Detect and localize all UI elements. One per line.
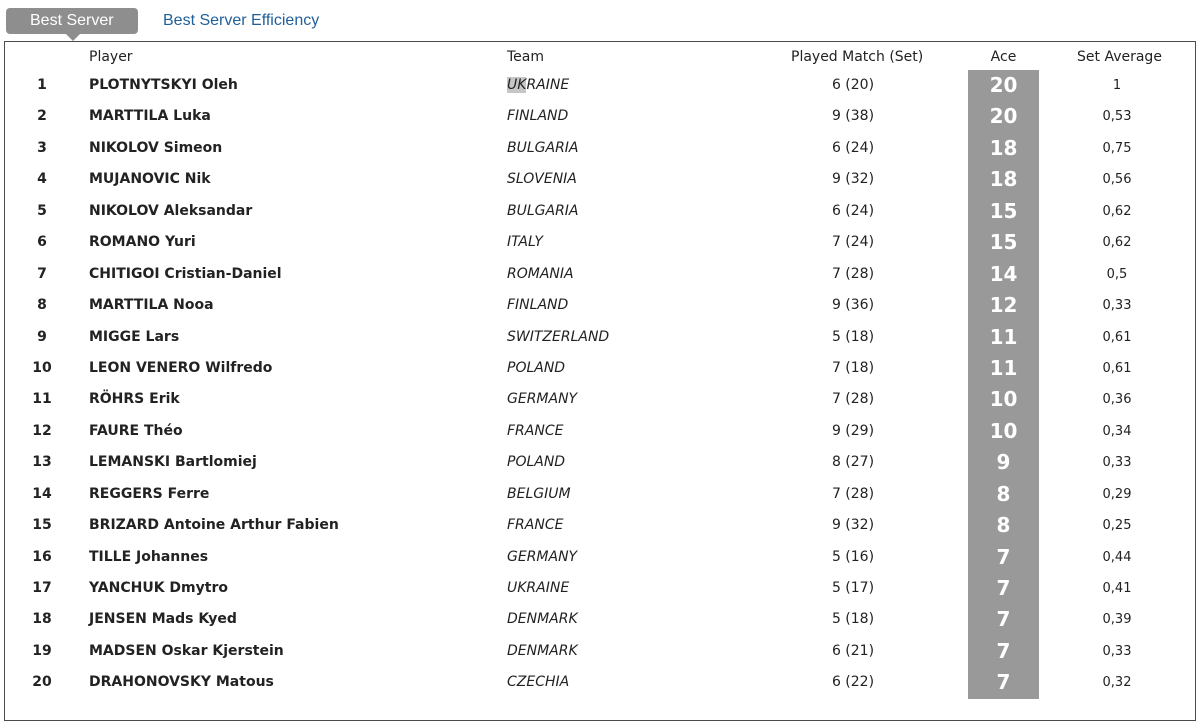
rank-cell: 18 — [32, 611, 52, 628]
played-match-set: 6 (24) — [831, 139, 875, 156]
team-name: FRANCE — [507, 422, 564, 439]
player-name[interactable]: PLOTNYTSKYI Oleh — [89, 77, 238, 93]
set-average: 0,62 — [1102, 235, 1132, 251]
rank-cell: 14 — [32, 485, 52, 502]
table-body — [0, 70, 1200, 699]
ace-count: 18 — [989, 167, 1018, 192]
set-average: 0,36 — [1102, 392, 1132, 408]
rank-cell: 12 — [32, 422, 52, 439]
ace-count: 15 — [989, 230, 1018, 255]
rank-cell: 16 — [32, 548, 52, 565]
rank-cell: 20 — [32, 674, 52, 691]
header-played-match[interactable]: Played Match (Set) — [791, 49, 924, 65]
rank-cell: 1 — [37, 77, 47, 93]
table-row — [0, 636, 1200, 667]
set-average: 0,41 — [1102, 581, 1132, 596]
team-name: BULGARIA — [507, 139, 579, 156]
player-name[interactable]: CHITIGOI Cristian-Daniel — [89, 265, 282, 282]
table-row — [0, 667, 1200, 698]
ace-count: 18 — [989, 135, 1018, 160]
set-average: 0,56 — [1102, 172, 1132, 188]
ace-count: 20 — [989, 73, 1018, 97]
player-name[interactable]: MARTTILA Nooa — [89, 297, 214, 314]
ace-count: 10 — [989, 418, 1018, 443]
table-row — [0, 353, 1200, 384]
ace-count: 12 — [989, 293, 1018, 318]
team-name: UKRAINE — [507, 77, 570, 93]
ace-count: 15 — [989, 198, 1018, 223]
table-row — [0, 259, 1200, 290]
played-match-set: 5 (16) — [831, 548, 875, 565]
rank-cell: 17 — [32, 580, 52, 596]
team-name: GERMANY — [507, 548, 578, 565]
header-player[interactable]: Player — [89, 49, 133, 65]
rank-cell: 7 — [37, 265, 47, 282]
set-average: 0,39 — [1102, 612, 1132, 628]
played-match-set: 9 (32) — [831, 171, 875, 188]
ace-count: 7 — [996, 670, 1011, 695]
set-average: 0,75 — [1102, 140, 1132, 156]
set-average: 0,44 — [1102, 549, 1132, 565]
played-match-set: 7 (28) — [831, 265, 875, 282]
team-name: BELGIUM — [507, 485, 571, 502]
player-name[interactable]: REGGERS Ferre — [89, 485, 210, 502]
table-row — [0, 133, 1200, 164]
player-name[interactable]: MARTTILA Luka — [89, 108, 211, 125]
table-row — [0, 164, 1200, 195]
table-row — [0, 322, 1200, 353]
played-match-set: 6 (20) — [831, 77, 875, 93]
played-match-set: 5 (17) — [831, 580, 875, 596]
set-average: 0,61 — [1102, 360, 1132, 376]
player-name[interactable]: FAURE Théo — [89, 422, 183, 439]
team-name: BULGARIA — [507, 202, 579, 219]
team-name: POLAND — [507, 359, 566, 376]
team-name: GERMANY — [507, 391, 578, 408]
player-name[interactable]: MIGGE Lars — [89, 328, 180, 345]
team-name: FINLAND — [507, 108, 569, 125]
played-match-set: 8 (27) — [831, 454, 875, 471]
ace-count: 7 — [996, 544, 1011, 569]
table-row — [0, 101, 1200, 132]
player-name[interactable]: JENSEN Mads Kyed — [89, 611, 237, 628]
player-name[interactable]: BRIZARD Antoine Arthur Fabien — [89, 517, 339, 534]
ace-count: 7 — [996, 638, 1011, 663]
rank-cell: 6 — [37, 234, 47, 251]
team-name: SLOVENIA — [507, 171, 577, 188]
table-row — [0, 70, 1200, 101]
table-row — [0, 227, 1200, 258]
player-name[interactable]: MADSEN Oskar Kjerstein — [89, 642, 284, 659]
set-average: 0,32 — [1102, 675, 1132, 691]
rank-cell: 10 — [32, 359, 52, 376]
played-match-set: 7 (24) — [831, 234, 875, 251]
ace-count: 8 — [996, 481, 1011, 506]
tab-best-server[interactable]: Best Server — [6, 8, 138, 34]
table-row — [0, 604, 1200, 635]
rank-cell: 9 — [37, 328, 47, 345]
ace-count: 20 — [989, 104, 1018, 129]
set-average: 0,33 — [1102, 455, 1132, 471]
ace-count: 8 — [996, 513, 1011, 538]
header-ace[interactable]: Ace — [990, 49, 1017, 65]
player-name[interactable]: LEMANSKI Bartlomiej — [89, 454, 257, 471]
rank-cell: 5 — [37, 202, 47, 219]
team-name: ROMANIA — [507, 265, 574, 282]
played-match-set: 9 (32) — [831, 517, 875, 534]
played-match-set: 6 (22) — [831, 674, 875, 691]
text-selection-highlight: UK — [507, 77, 527, 93]
table-row — [0, 290, 1200, 321]
table-row — [0, 384, 1200, 415]
ace-count: 10 — [989, 387, 1018, 412]
header-set-average[interactable]: Set Average — [1077, 49, 1162, 65]
rank-cell: 19 — [32, 642, 52, 659]
ace-count: 7 — [996, 607, 1011, 632]
team-name: CZECHIA — [507, 674, 570, 691]
player-name[interactable]: RÖHRS Erik — [89, 391, 180, 408]
rank-cell: 15 — [32, 517, 52, 534]
played-match-set: 9 (36) — [831, 297, 875, 314]
played-match-set: 7 (28) — [831, 391, 875, 408]
table-row — [0, 479, 1200, 510]
player-name[interactable]: NIKOLOV Simeon — [89, 139, 223, 156]
player-name[interactable]: TILLE Johannes — [89, 548, 209, 565]
player-name[interactable]: DRAHONOVSKY Matous — [89, 674, 274, 691]
header-team[interactable]: Team — [507, 49, 545, 65]
set-average: 0,34 — [1102, 423, 1132, 439]
set-average: 0,29 — [1102, 486, 1132, 502]
player-name[interactable]: LEON VENERO Wilfredo — [89, 359, 273, 376]
table-row — [0, 196, 1200, 227]
table-row — [0, 573, 1200, 604]
ace-count: 11 — [989, 355, 1018, 380]
set-average: 0,61 — [1102, 329, 1132, 345]
team-name: FINLAND — [507, 297, 569, 314]
set-average: 0,62 — [1102, 203, 1132, 219]
player-name[interactable]: MUJANOVIC Nik — [89, 171, 211, 188]
team-name: UKRAINE — [507, 580, 570, 596]
table-row — [0, 416, 1200, 447]
set-average: 0,25 — [1102, 518, 1132, 534]
played-match-set: 7 (18) — [831, 359, 875, 376]
played-match-set: 7 (28) — [831, 485, 875, 502]
rank-cell: 11 — [32, 391, 52, 408]
rank-cell: 2 — [37, 108, 47, 125]
set-average: 0,33 — [1102, 643, 1132, 659]
team-name: DENMARK — [507, 642, 578, 659]
table-row — [0, 447, 1200, 478]
player-name[interactable]: NIKOLOV Aleksandar — [89, 202, 253, 219]
played-match-set: 5 (18) — [831, 611, 875, 628]
played-match-set: 6 (24) — [831, 202, 875, 219]
table-header — [0, 45, 1200, 69]
played-match-set: 6 (21) — [831, 642, 875, 659]
rank-cell: 3 — [37, 139, 47, 156]
team-name: DENMARK — [507, 611, 578, 628]
team-name: POLAND — [507, 454, 566, 471]
tab-best-server-efficiency[interactable]: Best Server Efficiency — [163, 12, 320, 29]
set-average: 0,33 — [1102, 298, 1132, 314]
ace-count: 7 — [996, 576, 1011, 600]
ace-count: 14 — [989, 261, 1018, 286]
played-match-set: 5 (18) — [831, 328, 875, 345]
rank-cell: 8 — [37, 297, 47, 314]
player-name[interactable]: ROMANO Yuri — [89, 234, 196, 251]
rank-cell: 4 — [37, 171, 47, 188]
table-row — [0, 510, 1200, 541]
ace-count: 11 — [989, 324, 1018, 349]
played-match-set: 9 (38) — [831, 108, 875, 125]
team-name: ITALY — [507, 234, 543, 251]
tab-bar — [0, 0, 1200, 42]
team-name: SWITZERLAND — [507, 328, 610, 345]
player-name[interactable]: YANCHUK Dmytro — [89, 580, 228, 596]
set-average: 0,5 — [1106, 266, 1128, 282]
table-row — [0, 542, 1200, 573]
ace-count: 9 — [996, 450, 1011, 475]
set-average: 0,53 — [1102, 109, 1132, 125]
team-name: FRANCE — [507, 517, 564, 534]
played-match-set: 9 (29) — [831, 422, 875, 439]
rank-cell: 13 — [32, 454, 52, 471]
set-average: 1 — [1112, 78, 1122, 93]
